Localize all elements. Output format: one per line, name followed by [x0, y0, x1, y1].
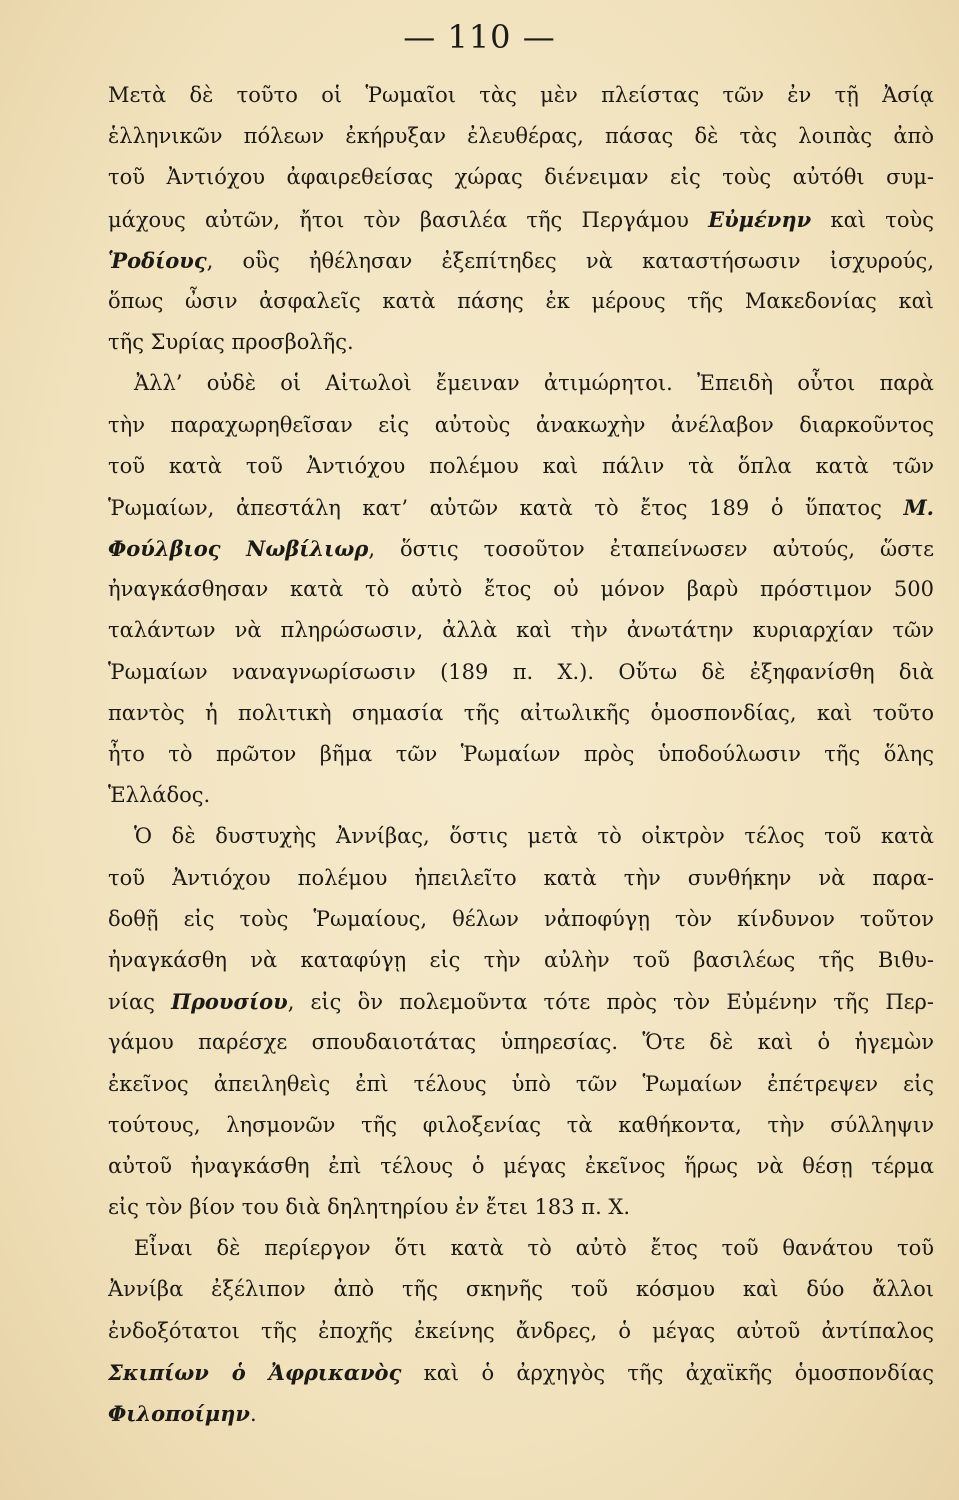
text-line — [108, 693, 934, 734]
proper-name: Μ. — [903, 494, 934, 520]
text-line — [108, 1393, 934, 1434]
text-run: Ἑλλάδος. — [108, 783, 211, 808]
text-run: ἠναγκάσθη νὰ καταφύγῃ εἰς τὴν αὐλὴν τοῦ βασιλέως τῆς Βιθυ- — [108, 947, 934, 972]
text-run: δοθῇ εἰς τοὺς Ῥωμαίους, θέλων νἀποφύγῃ τὸν κίνδυνον τοῦτον — [108, 906, 934, 931]
text-run: ἠναγκάσθησαν κατὰ τὸ αὐτὸ ἔτος οὐ μόνον βαρὺ πρόστιμον 500 — [108, 577, 934, 602]
paragraph — [108, 363, 934, 816]
text-line — [108, 1228, 934, 1269]
text-run: , οὓς ἠθέλησαν ἐξεπίτηδες νὰ καταστήσωσιν ἰσχυρούς, — [206, 248, 934, 273]
text-line — [108, 1187, 934, 1228]
text-line — [108, 775, 934, 816]
text-line — [108, 858, 934, 899]
text-line — [108, 1269, 934, 1310]
text-run: ἦτο τὸ πρῶτον βῆμα τῶν Ῥωμαίων πρὸς ὑποδούλωσιν τῆς ὅλης — [108, 742, 934, 766]
text-line — [108, 528, 934, 569]
text-run: τὴν παραχωρηθεῖσαν εἰς αὐτοὺς ἀνακωχὴν ἀνέλαβον διαρκοῦντος — [108, 412, 934, 437]
proper-name: Εὐμένην — [708, 206, 812, 232]
proper-name: Ῥοδίους — [108, 247, 207, 273]
proper-name: Προυσίου — [171, 989, 288, 1015]
text-line — [108, 816, 934, 857]
paragraph — [108, 816, 934, 1228]
text-line — [108, 734, 934, 775]
text-run: μάχους αὐτῶν, ἤτοι τὸν βασιλέα τῆς Περγάμου — [108, 207, 709, 232]
text-run: καὶ ὁ ἀρχηγὸς τῆς ἀχαϊκῆς ὁμοσπονδίας — [401, 1360, 934, 1385]
proper-name: Σκιπίων ὁ Ἀφρικανὸς — [108, 1359, 402, 1385]
text-line — [108, 1022, 934, 1063]
text-run: καὶ τοὺς — [811, 207, 934, 232]
text-line — [108, 363, 934, 404]
text-line — [108, 405, 934, 446]
text-run: ταλάντων νὰ πληρώσωσιν, ἀλλὰ καὶ τὴν ἀνωτάτην κυριαρχίαν τῶν — [108, 618, 934, 643]
text-run: Ἀννίβα ἐξέλιπον ἀπὸ τῆς σκηνῆς τοῦ κόσμου καὶ δύο ἄλλοι — [108, 1277, 934, 1302]
text-line — [108, 1064, 934, 1105]
text-run: ἐκεῖνος ἀπειληθεὶς ἐπὶ τέλους ὑπὸ τῶν Ῥωμαίων ἐπέτρεψεν εἰς — [108, 1071, 934, 1096]
text-line — [108, 1311, 934, 1352]
text-run: τῆς Συρίας προσβολῆς. — [108, 330, 354, 355]
text-line — [108, 569, 934, 610]
text-line — [108, 610, 934, 651]
text-run: . — [249, 1402, 257, 1426]
proper-name: Φούλβιος Νωβίλιωρ — [108, 536, 369, 562]
text-line — [108, 981, 934, 1022]
text-run: τούτους, λησμονῶν τῆς φιλοξενίας τὰ καθήκοντα, τὴν σύλληψιν — [108, 1112, 934, 1137]
text-run: Μετὰ δὲ τοῦτο οἱ Ῥωμαῖοι τὰς μὲν πλείστας τῶν ἐν τῇ Ἀσίᾳ — [108, 83, 934, 107]
text-run: Ἀλλ’ οὐδὲ οἱ Αἰτωλοὶ ἔμειναν ἀτιμώρητοι. Ἐπειδὴ οὗτοι παρὰ — [134, 371, 934, 396]
text-line — [108, 116, 934, 157]
text-run: Ῥωμαίων, ἀπεστάλη κατ’ αὐτῶν κατὰ τὸ ἔτος 189 ὁ ὕπατος — [108, 495, 904, 520]
text-run: , εἰς ὃν πολεμοῦντα τότε πρὸς τὸν Εὐμένην τῆς Περ- — [287, 990, 934, 1015]
text-line — [108, 240, 934, 281]
text-run: τοῦ Ἀντιόχου πολέμου ἠπειλεῖτο κατὰ τὴν συνθήκην νὰ παρα- — [108, 865, 934, 890]
text-run: ἐνδοξότατοι τῆς ἐποχῆς ἐκείνης ἄνδρες, ὁ μέγας αὐτοῦ ἀντίπαλος — [108, 1318, 934, 1343]
text-line — [108, 899, 934, 940]
text-line — [108, 199, 934, 240]
text-line — [108, 446, 934, 487]
text-run: γάμου παρέσχε σπουδαιοτάτας ὑπηρεσίας. Ὅτε δὲ καὶ ὁ ἡγεμὼν — [108, 1030, 934, 1055]
text-line — [108, 157, 934, 198]
text-run: παντὸς ἡ πολιτικὴ σημασία τῆς αἰτωλικῆς ὁμοσπονδίας, καὶ τοῦτο — [108, 700, 934, 725]
text-run: Ῥωμαίων ναναγνωρίσωσιν (189 π. Χ.). Οὕτω δὲ ἐξηφανίσθη διὰ — [108, 659, 934, 684]
text-run: ὅπως ὦσιν ἀσφαλεῖς κατὰ πάσης ἐκ μέρους τῆς Μακεδονίας καὶ — [108, 288, 934, 313]
page-number: — 110 — — [403, 18, 556, 56]
text-run: τοῦ Ἀντιόχου ἀφαιρεθείσας χώρας διένειμαν εἰς τοὺς αὐτόθι συμ- — [108, 165, 934, 190]
text-run: Ὁ δὲ δυστυχὴς Ἀννίβας, ὅστις μετὰ τὸ οἰκτρὸν τέλος τοῦ κατὰ — [134, 824, 934, 849]
text-run: ἑλληνικῶν πόλεων ἐκήρυξαν ἐλευθέρας, πάσας δὲ τὰς λοιπὰς ἀπὸ — [108, 124, 934, 149]
proper-name: Φιλοποίμην — [108, 1401, 250, 1426]
text-line — [108, 487, 934, 528]
text-line — [108, 940, 934, 981]
text-run: αὐτοῦ ἠναγκάσθη ἐπὶ τέλους ὁ μέγας ἐκεῖνος ἥρως νὰ θέσῃ τέρμα — [108, 1153, 934, 1178]
text-line — [108, 75, 934, 116]
text-run: , ὅστις τοσοῦτον ἐταπείνωσεν αὐτούς, ὥστε — [368, 537, 934, 562]
text-line — [108, 652, 934, 693]
text-run: Εἶναι δὲ περίεργον ὅτι κατὰ τὸ αὐτὸ ἔτος τοῦ θανάτου τοῦ — [134, 1236, 934, 1261]
text-line — [108, 281, 934, 322]
body-text — [108, 75, 934, 1434]
paragraph — [108, 75, 934, 363]
text-run: νίας — [108, 990, 172, 1015]
text-line — [108, 1146, 934, 1187]
text-line — [108, 322, 934, 363]
text-line — [108, 1105, 934, 1146]
text-run: εἰς τὸν βίον του διὰ δηλητηρίου ἐν ἔτει 183 π. Χ. — [108, 1195, 631, 1220]
text-line — [108, 1352, 934, 1393]
paragraph — [108, 1228, 934, 1434]
text-run: τοῦ κατὰ τοῦ Ἀντιόχου πολέμου καὶ πάλιν τὰ ὅπλα κατὰ τῶν — [108, 453, 934, 478]
